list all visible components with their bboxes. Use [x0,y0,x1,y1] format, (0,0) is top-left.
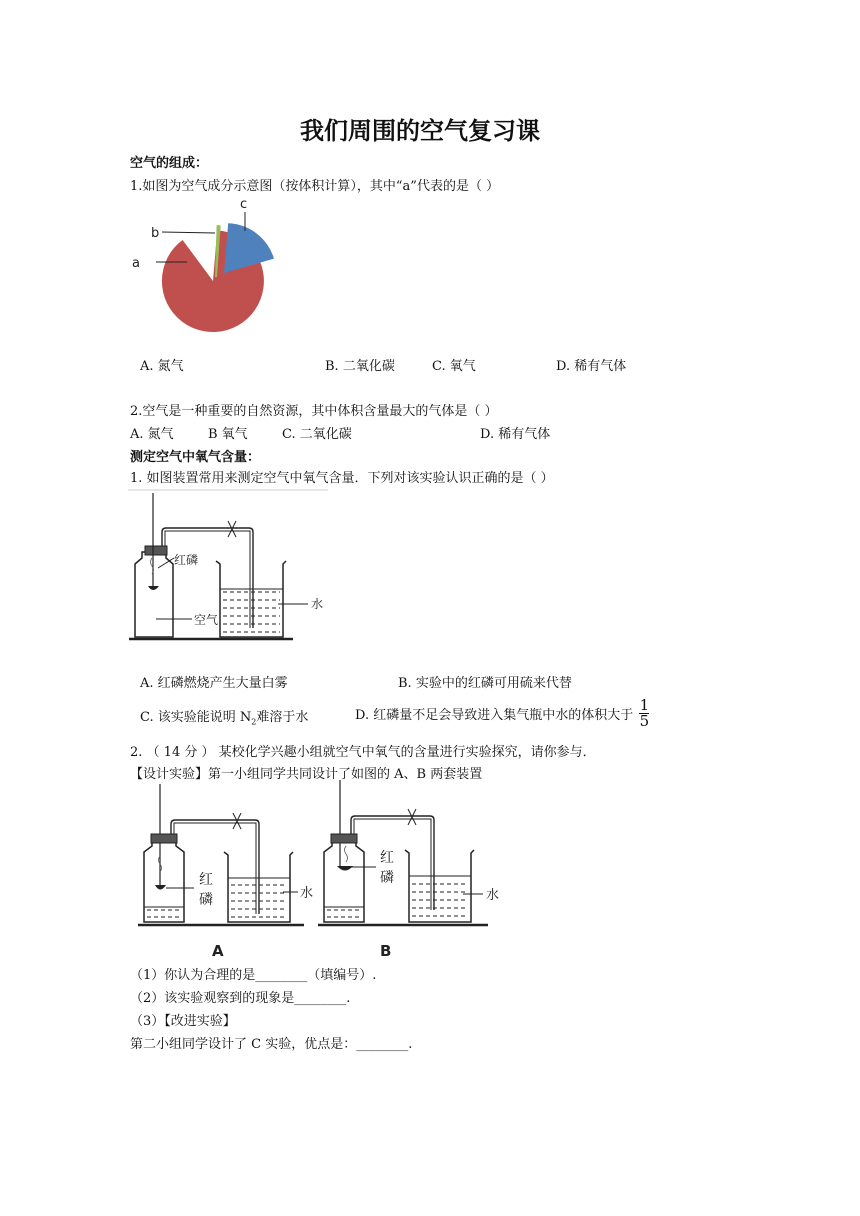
label-water: 水 [486,888,500,903]
sub-question-3: （3）【改进实验】 [130,1014,236,1029]
option-d: D. 红磷量不足会导致进入集气瓶中水的体积大于 $\frac{1}{5}$ [355,696,650,730]
section-heading-oxygen: 测定空气中氧气含量： [130,450,261,465]
fraction-one-fifth: $\frac{1}{5}$ [639,696,650,730]
apparatus-figure-b [318,776,508,958]
question-text: 2. （ 14 分 ） 某校化学兴趣小组就空气中氧气的含量进行实验探究，请你参与． [130,745,596,760]
option-d: D. 稀有气体 [480,427,551,442]
option-b: B 氧气 [208,427,248,442]
pie-slice-c [224,223,274,273]
pie-label-c: c [240,197,248,212]
question-text: 2.空气是一种重要的自然资源，其中体积含量最大的气体是（ ） [130,404,498,419]
pie-label-a: a [132,256,140,271]
option-a: A. 红磷燃烧产生大量白雾 [140,676,288,691]
option-a: A. 氮气 [130,427,174,442]
label-phosphorus: 磷 [199,892,213,908]
option-c: C. 氧气 [432,359,476,374]
sub-question-4: 第二小组同学设计了 C 实验，优点是：________. [130,1037,413,1052]
page-title: 我们周围的空气复习课 [300,117,540,145]
option-b: B. 实验中的红磷可用硫来代替 [398,676,572,691]
apparatus-figure-a [138,780,318,958]
figure-caption-b: B [380,942,392,958]
question-text: 1.如图为空气成分示意图（按体积计算），其中“a”代表的是（ ） [130,179,500,194]
label-air: 空气 [194,613,219,627]
label-red: 红 [380,850,394,866]
clamp [228,521,236,537]
sub-question-1: （1）你认为合理的是________（填编号）. [130,968,377,983]
label-water: 水 [300,886,314,901]
beaker [216,561,286,637]
stopper [145,546,167,555]
label-phosphorus: 磷 [380,870,394,886]
gas-jar [135,552,173,637]
oxygen-apparatus-figure [128,488,338,646]
pie-label-b: b [151,226,160,241]
section-heading-composition: 空气的组成： [130,156,209,171]
option-a: A. 氮气 [140,359,184,374]
option-c: C. 该实验能说明 $N_2$难溶于水 [140,710,309,727]
label-water: 水 [311,597,324,611]
label-red-phosphorus: 红磷 [174,553,199,567]
label-red: 红 [199,872,213,888]
option-c: C. 二氧化碳 [282,427,352,442]
option-b: B. 二氧化碳 [325,359,395,374]
sub-question-2: （2）该实验观察到的现象是________. [130,991,351,1006]
combustion-spoon [148,586,159,590]
design-experiment-text: 【设计实验】第一小组同学共同设计了如图的 A、B 两套装置 [130,767,483,782]
question-text: 1. 如图装置常用来测定空气中氧气含量．下列对该实验认识正确的是（ ） [130,471,554,486]
figure-caption-a: A [212,942,224,958]
label-line-b [162,232,215,233]
option-d: D. 稀有气体 [556,359,627,374]
air-composition-pie-chart [125,193,295,353]
